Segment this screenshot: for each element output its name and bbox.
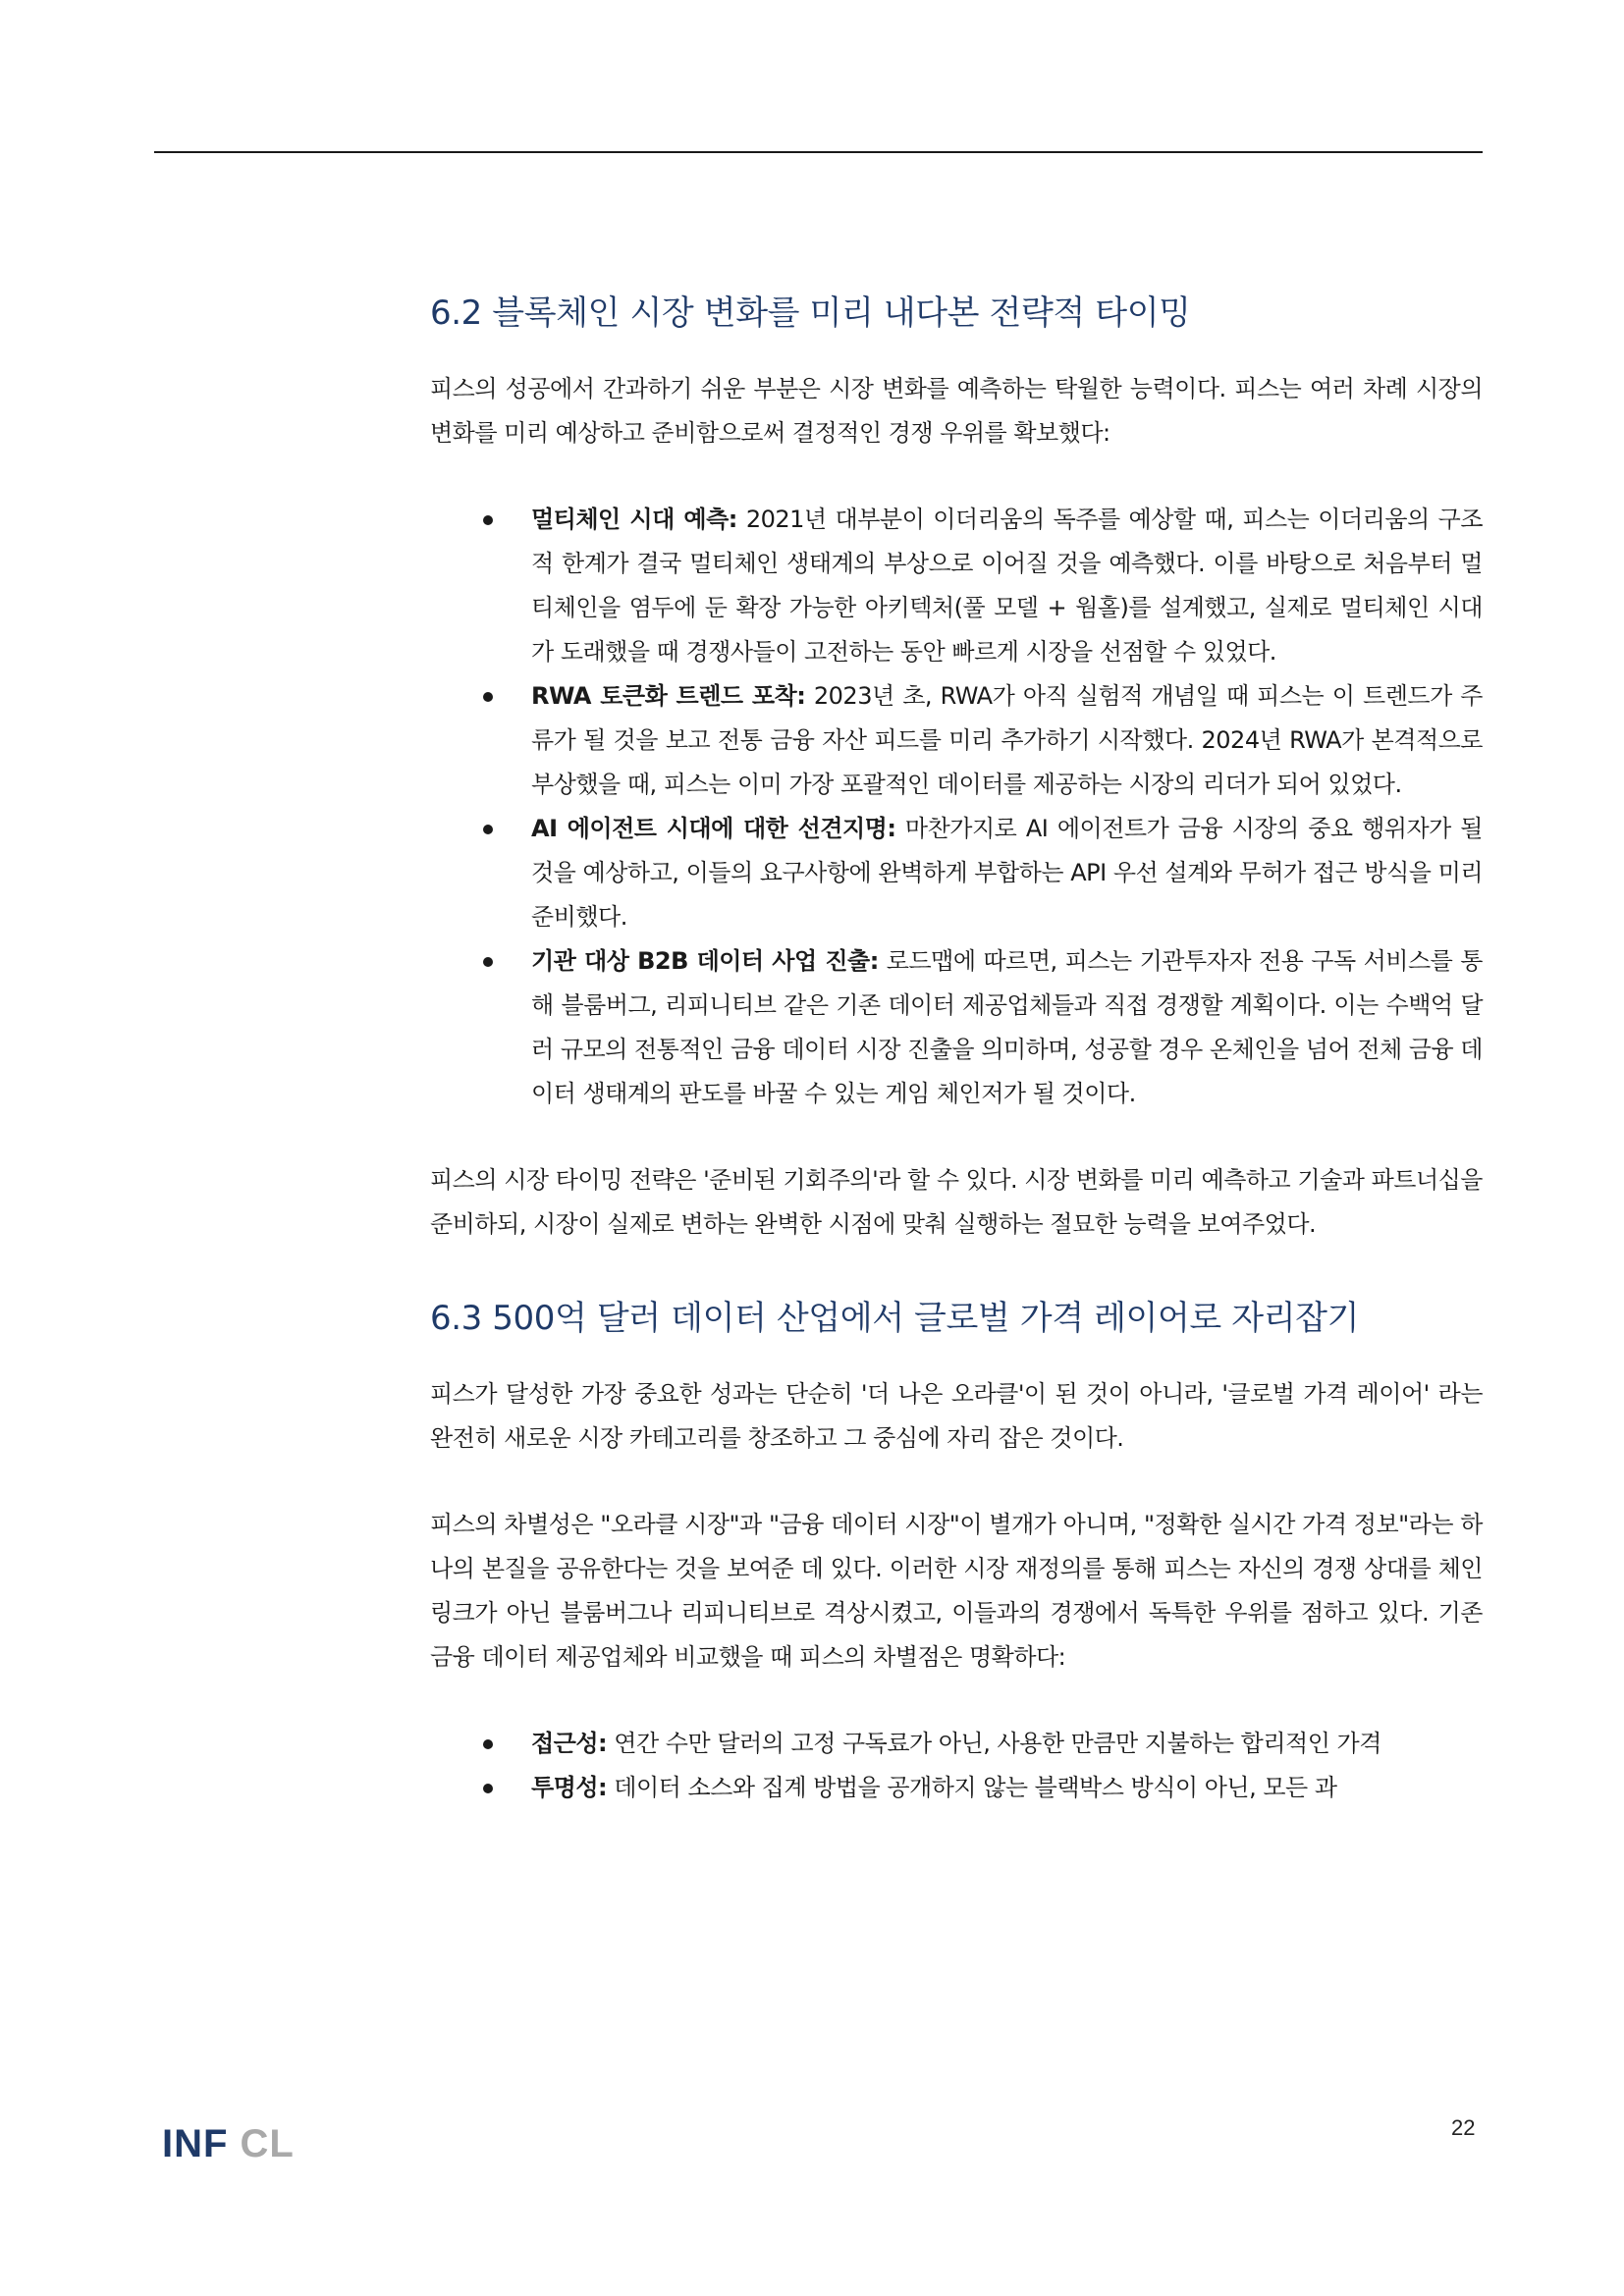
page-content (430, 290, 1483, 1810)
list-item (430, 674, 1483, 807)
list-item (430, 1722, 1483, 1766)
list-item (430, 939, 1483, 1116)
section-6-2-bullet-list (430, 498, 1483, 1116)
bullet-title: 기관 대상 B2B 데이터 사업 진출: (531, 947, 879, 975)
bullet-icon (483, 515, 493, 525)
bullet-text: 마찬가지로 AI 에이전트가 금융 시장의 중요 행위자가 될 것을 예상하고, 이들의 요구사항에 완벽하게 부합하는 API 우선 설계와 무허가 접근 방식을 미리 준비했다. (531, 815, 1483, 931)
company-logo (162, 2122, 295, 2166)
section-6-2-heading: 6.2 블록체인 시장 변화를 미리 내다본 전략적 타이밍 (430, 294, 1191, 333)
logo-text-primary: INF (162, 2122, 229, 2165)
header-rule (154, 151, 1483, 153)
list-item (430, 498, 1483, 674)
bullet-text: 연간 수만 달러의 고정 구독료가 아닌, 사용한 만큼만 지불하는 합리적인 가격 (607, 1730, 1381, 1757)
bullet-text: 로드맵에 따르면, 피스는 기관투자자 전용 구독 서비스를 통해 블룸버그, 리피니티브 같은 기존 데이터 제공업체들과 직접 경쟁할 계획이다. 이는 수백억 달러 규모의 전통적인 금융 데이터 시장 진출을 의미하며, 성공할 경우 온체인을 넘어 전체 금융 데이터 생태계의 판도를 바꿀 수 있는 게임 체인저가 될 것이다. (531, 947, 1483, 1107)
bullet-title: 접근성: (531, 1730, 608, 1757)
bullet-text: 데이터 소스와 집계 방법을 공개하지 않는 블랙박스 방식이 아닌, 모든 과 (607, 1774, 1337, 1801)
section-6-3-bullet-list (430, 1722, 1483, 1810)
list-item (430, 1766, 1483, 1810)
section-6-2-conclusion: 피스의 시장 타이밍 전략은 '준비된 기회주의'라 할 수 있다. 시장 변화를 미리 예측하고 기술과 파트너십을 준비하되, 시장이 실제로 변하는 완벽한 시점에 맞춰 실행하는 절묘한 능력을 보여주었다. (430, 1166, 1483, 1238)
bullet-icon (483, 1739, 493, 1749)
bullet-title: 멀티체인 시대 예측: (531, 506, 737, 533)
bullet-icon (483, 957, 493, 967)
bullet-title: 투명성: (531, 1774, 608, 1801)
bullet-title: AI 에이전트 시대에 대한 선견지명: (531, 815, 896, 842)
section-6-2-intro: 피스의 성공에서 간과하기 쉬운 부분은 시장 변화를 예측하는 탁월한 능력이다. 피스는 여러 차례 시장의 변화를 미리 예상하고 준비함으로써 결정적인 경쟁 우위를 확보했다: (430, 375, 1483, 447)
section-6-3-heading: 6.3 500억 달러 데이터 산업에서 글로벌 가격 레이어로 자리잡기 (430, 1299, 1360, 1338)
list-item (430, 807, 1483, 939)
bullet-text: 2021년 대부분이 이더리움의 독주를 예상할 때, 피스는 이더리움의 구조적 한계가 결국 멀티체인 생태계의 부상으로 이어질 것을 예측했다. 이를 바탕으로 처음부터 멀티체인을 염두에 둔 확장 가능한 아키텍처(풀 모델 + 웜홀)를 설계했고, 실제로 멀티체인 시대가 도래했을 때 경쟁사들이 고전하는 동안 빠르게 시장을 선점할 수 있었다. (531, 506, 1484, 666)
section-6-3-paragraph-2: 피스의 차별성은 "오라클 시장"과 "금융 데이터 시장"이 별개가 아니며, "정확한 실시간 가격 정보"라는 하나의 본질을 공유한다는 것을 보여준 데 있다. 이러한 시장 재정의를 통해 피스는 자신의 경쟁 상대를 체인링크가 아닌 블룸버그나 리피니티브로 격상시켰고, 이들과의 경쟁에서 독특한 우위를 점하고 있다. 기존 금융 데이터 제공업체와 비교했을 때 피스의 차별점은 명확하다: (430, 1511, 1483, 1671)
bullet-icon (483, 825, 493, 834)
bullet-title: RWA 토큰화 트렌드 포착: (531, 682, 806, 710)
logo-text-secondary: CL (240, 2122, 295, 2165)
bullet-icon (483, 692, 493, 702)
section-6-3-paragraph-1: 피스가 달성한 가장 중요한 성과는 단순히 '더 나은 오라클'이 된 것이 아니라, '글로벌 가격 레이어' 라는 완전히 새로운 시장 카테고리를 창조하고 그 중심에 자리 잡은 것이다. (430, 1380, 1483, 1452)
bullet-icon (483, 1784, 493, 1793)
bullet-text: 2023년 초, RWA가 아직 실험적 개념일 때 피스는 이 트렌드가 주류가 될 것을 보고 전통 금융 자산 피드를 미리 추가하기 시작했다. 2024년 RWA가 본격적으로 부상했을 때, 피스는 이미 가장 포괄적인 데이터를 제공하는 시장의 리더가 되어 있었다. (531, 682, 1483, 798)
page-number: 22 (1451, 2115, 1476, 2140)
